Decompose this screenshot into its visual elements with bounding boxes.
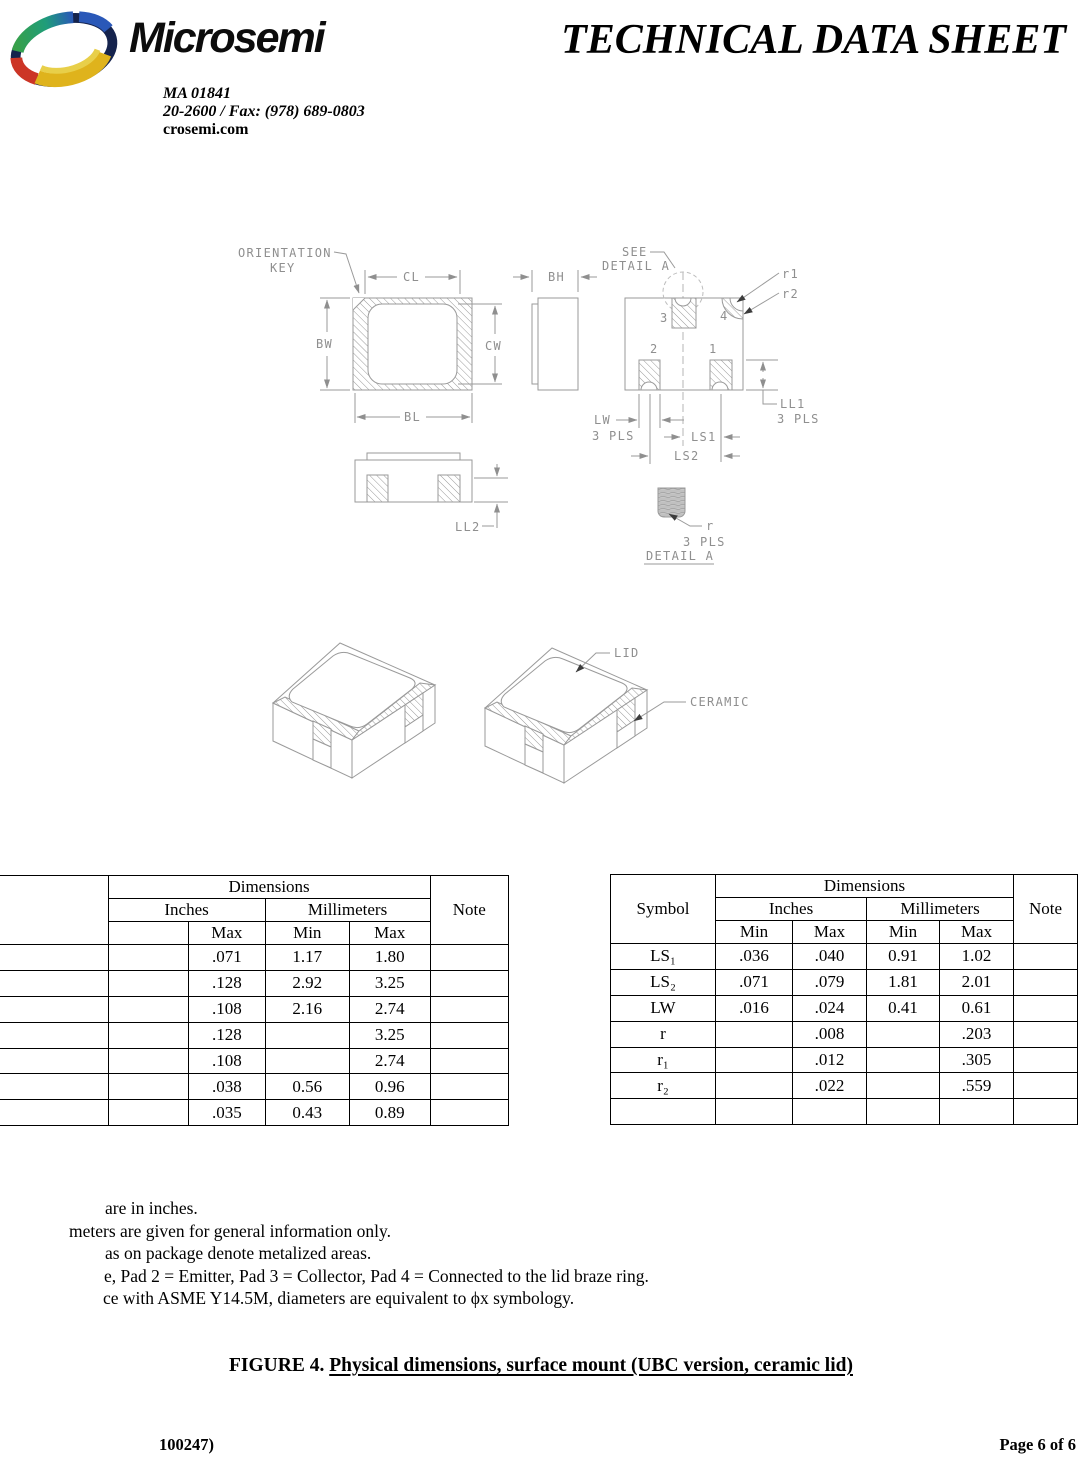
table-row: LW .016 .024 0.41 0.61 bbox=[611, 995, 1078, 1021]
pad4-label: 4 bbox=[720, 309, 729, 323]
figure-caption bbox=[0, 1355, 1082, 1377]
ll2-label: LL2 bbox=[455, 520, 481, 534]
svg-text:DETAIL A: DETAIL A bbox=[602, 259, 671, 273]
figure-label: FIGURE 4. bbox=[229, 1355, 325, 1376]
page-title: TECHNICAL DATA SHEET bbox=[561, 17, 1066, 63]
note-line-2: meters are given for general information only. bbox=[69, 1221, 392, 1241]
isometric-package-left bbox=[273, 643, 435, 778]
ll1-label: LL1 bbox=[780, 397, 806, 411]
pad2-label: 2 bbox=[650, 342, 659, 356]
table-header-millimeters: Millimeters bbox=[265, 899, 430, 922]
note-line-4: e, Pad 2 = Emitter, Pad 3 = Collector, Pad 4 = Connected to the lid braze ring. bbox=[104, 1266, 649, 1286]
pad1-label: 1 bbox=[709, 342, 718, 356]
detail-r-label: r bbox=[706, 519, 715, 533]
note-line-3: as on package denote metalized areas. bbox=[105, 1243, 372, 1263]
footer-page-number: Page 6 of 6 bbox=[999, 1435, 1076, 1454]
lower-side-view bbox=[355, 453, 508, 534]
bh-label: BH bbox=[548, 270, 566, 284]
table-row: .038 0.56 0.96 bbox=[0, 1074, 509, 1100]
side-view bbox=[513, 270, 597, 390]
svg-text:KEY: KEY bbox=[270, 261, 296, 275]
ls1-label: LS1 bbox=[691, 430, 717, 444]
table-row bbox=[611, 1099, 1078, 1125]
lid-label: LID bbox=[614, 646, 640, 660]
table-header-dimensions: Dimensions bbox=[108, 876, 430, 899]
table-header-dimensions: Dimensions bbox=[716, 875, 1014, 898]
orientation-key-label: ORIENTATION bbox=[238, 246, 332, 260]
svg-text:3 PLS: 3 PLS bbox=[592, 429, 635, 443]
cw-label: CW bbox=[485, 339, 503, 353]
ls2-label: LS2 bbox=[674, 449, 700, 463]
table-row: .128 3.25 bbox=[0, 1022, 509, 1048]
detail-a bbox=[644, 488, 726, 564]
cl-label: CL bbox=[403, 270, 421, 284]
table-row: .071 1.17 1.80 bbox=[0, 945, 509, 971]
bl-label: BL bbox=[404, 410, 422, 424]
table-row: r .008 .203 bbox=[611, 1021, 1078, 1047]
table-row: .108 2.74 bbox=[0, 1048, 509, 1074]
see-detail-label: SEE bbox=[622, 245, 648, 259]
table-header-inches: Inches bbox=[716, 898, 867, 921]
table-row: .035 0.43 0.89 bbox=[0, 1100, 509, 1126]
footer-doc-number: 100247) bbox=[159, 1435, 214, 1454]
dimension-table-right: Symbol Dimensions Note Inches Millimeters Min Max Min Max LS₁ .036 .040 0.91 1.02 LS₂ .071 .079 1.81 2.01 LW .016 .024 0.41 0.61 r .008 .203 r₁ .012 .305 r₂ .022 .559 bbox=[610, 874, 1078, 1125]
top-view bbox=[238, 246, 510, 424]
address-line-3: crosemi.com bbox=[163, 121, 249, 138]
ceramic-label: CERAMIC bbox=[690, 695, 750, 709]
table-header-symbol: Symbol bbox=[611, 875, 716, 944]
table-header-note: Note bbox=[1014, 875, 1078, 944]
brand-wordmark: Microsemi bbox=[129, 14, 324, 62]
address-line-2: 20-2600 / Fax: (978) 689-0803 bbox=[163, 103, 365, 120]
note-line-5: ce with ASME Y14.5M, diameters are equivalent to ϕx symbology. bbox=[103, 1288, 575, 1308]
table-header-inches: Inches bbox=[108, 899, 265, 922]
bw-label: BW bbox=[316, 337, 334, 351]
table-row: .128 2.92 3.25 bbox=[0, 970, 509, 996]
svg-text:3 PLS: 3 PLS bbox=[683, 535, 726, 549]
lw-label: LW bbox=[594, 413, 612, 427]
note-line-1: are in inches. bbox=[105, 1198, 198, 1218]
r1-label: r1 bbox=[782, 267, 800, 281]
table-header-millimeters: Millimeters bbox=[867, 898, 1014, 921]
svg-text:3 PLS: 3 PLS bbox=[777, 412, 820, 426]
bottom-view bbox=[592, 245, 820, 464]
detail-a-title: DETAIL A bbox=[646, 549, 715, 563]
table-row: .108 2.16 2.74 bbox=[0, 996, 509, 1022]
table-row: LS₁ .036 .040 0.91 1.02 bbox=[611, 944, 1078, 970]
figure-title: Physical dimensions, surface mount (UBC version, ceramic lid) bbox=[329, 1355, 853, 1376]
table-header-symbol bbox=[0, 876, 108, 945]
pad3-label: 3 bbox=[660, 311, 669, 325]
table-row: r₁ .012 .305 bbox=[611, 1047, 1078, 1073]
table-row: r₂ .022 .559 bbox=[611, 1073, 1078, 1099]
address-line-1: MA 01841 bbox=[163, 85, 232, 102]
r2-label: r2 bbox=[782, 287, 800, 301]
isometric-package-right bbox=[485, 646, 750, 783]
table-header-note: Note bbox=[430, 876, 508, 945]
table-row: LS₂ .071 .079 1.81 2.01 bbox=[611, 969, 1078, 995]
dimension-table-left: Dimensions Note Inches Millimeters Max Min Max .071 1.17 1.80 .128 2.92 3.25 .108 2.16 2.74 .128 3.25 .108 2.74 .038 0.56 0.96 .035 0.43 0.89 bbox=[0, 875, 509, 1126]
